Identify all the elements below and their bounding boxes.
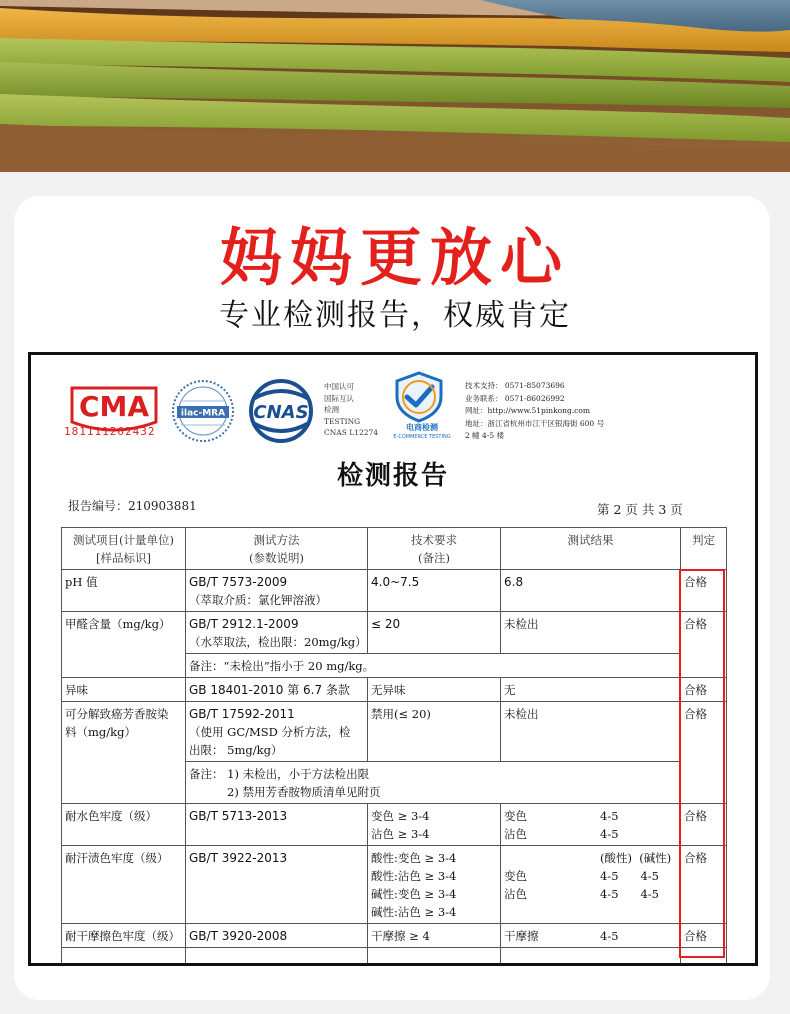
- ecommerce-caption: 电商检测 E-COMMERCE TESTING: [393, 423, 451, 440]
- table-note-row: 备注：“未检出”指小于 20 mg/kg。: [62, 654, 727, 678]
- table-row-partial: [62, 948, 727, 967]
- table-row: 耐干摩擦色牢度（级） GB/T 3920-2008 干摩擦 ≥ 4 干摩擦 4-5 合格: [62, 924, 727, 948]
- ilac-text: ilac-MRA: [180, 408, 226, 419]
- table-note-row: 备注： 1) 未检出，小于方法检出限 2) 禁用芳香胺物质清单见附页: [62, 762, 727, 804]
- verdict-cell: 合格: [681, 570, 727, 612]
- subheadline: 专业检测报告，权威肯定: [219, 298, 571, 333]
- cnas-caption: 中国认可 国际互认 检测 TESTING CNAS L12274: [324, 382, 379, 437]
- table-row: 可分解致癌芳香胺染 料（mg/kg） GB/T 17592-2011 （使用 GC/MSD 分析方法，检 出限： 5mg/kg） 禁用(≤ 20) 未检出 合格: [62, 702, 727, 762]
- report-page: 第 2 页 共 3 页: [597, 502, 683, 517]
- table-row: 甲醛含量（mg/kg） GB/T 2912.1-2009 （水萃取法，检出限：20mg/kg） ≤ 20 未检出 合格: [62, 612, 727, 654]
- cnas-text: CNAS: [253, 402, 309, 423]
- cnas-logo: [241, 379, 321, 443]
- contact-line: 地址：浙江省杭州市江干区银海街 600 号: [465, 418, 605, 428]
- verdict-cell: 合格: [681, 702, 727, 804]
- verdict-cell: 合格: [681, 612, 727, 678]
- header-result: 测试结果: [501, 528, 681, 570]
- verdict-cell: 合格: [681, 678, 727, 702]
- report-title: 检测报告: [336, 461, 449, 491]
- verdict-highlight-box: [679, 569, 725, 958]
- ecommerce-shield-icon: [389, 369, 449, 423]
- header-item: 测试项目(计量单位) [样品标识]: [62, 528, 186, 570]
- headline: 妈妈更放心: [219, 221, 570, 294]
- contact-line: 业务联系： 0571-86026992: [465, 393, 565, 403]
- cma-letters: CMA: [78, 390, 150, 423]
- header-requirement: 技术要求 (备注): [368, 528, 501, 570]
- ilac-mra-logo: [171, 379, 235, 443]
- verdict-cell: 合格: [681, 846, 727, 924]
- verdict-cell: 合格: [681, 804, 727, 846]
- table-row: 耐汗渍色牢度（级） GB/T 3922-2013 酸性:变色 ≥ 3-4 酸性:沾色 ≥ 3-4 碱性:变色 ≥ 3-4 碱性:沾色 ≥ 3-4 (酸性) (碱性) 变色 4-5 4-5 沾色 4-5 4-5 合格: [62, 846, 727, 924]
- contact-line: 技术支持： 0571-85073696: [465, 381, 565, 390]
- table-row: pH 值 GB/T 7573-2009 （萃取介质：氯化钾溶液） 4.0~7.5 6.8 合格: [62, 570, 727, 612]
- table-row: 耐水色牢度（级） GB/T 5713-2013 变色 ≥ 3-4 沾色 ≥ 3-4 变色 4-5 沾色 4-5 合格: [62, 804, 727, 846]
- header-verdict: 判定: [681, 528, 727, 570]
- contact-line: 网址：http://www.51pinkong.com: [465, 406, 590, 415]
- results-table: [61, 527, 727, 966]
- header-method: 测试方法 (参数说明): [186, 528, 368, 570]
- contact-info: [465, 380, 604, 443]
- contact-line: 2 幢 4-5 楼: [465, 431, 505, 440]
- fabric-photo: [0, 0, 790, 172]
- verdict-cell: 合格: [681, 924, 727, 948]
- cma-number: 181111262432: [64, 425, 156, 438]
- table-header: [62, 528, 727, 570]
- test-report: [28, 352, 758, 966]
- table-row: 异味 GB 18401-2010 第 6.7 条款 无异味 无 合格: [62, 678, 727, 702]
- report-number: 报告编号：210903881: [68, 499, 197, 513]
